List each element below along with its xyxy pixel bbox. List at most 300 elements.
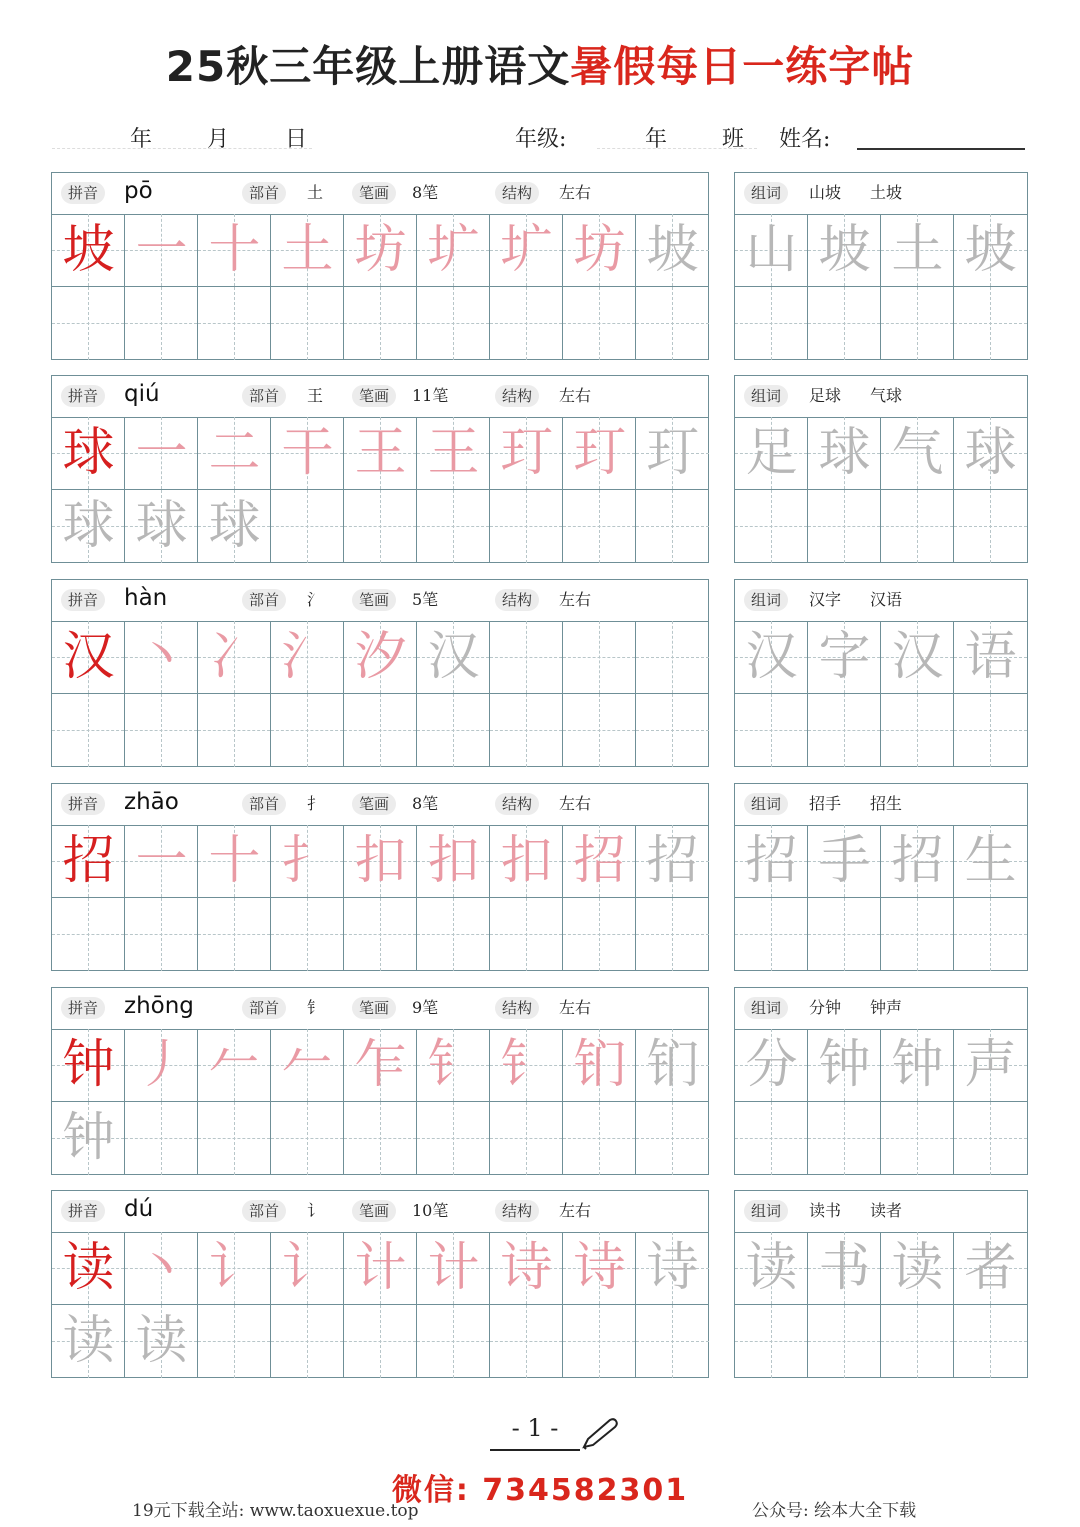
- strokes-value: 10笔: [412, 1201, 449, 1220]
- page-number-underline: [490, 1449, 580, 1451]
- word-trace-char: 手: [818, 831, 871, 891]
- trace-char: 汉: [62, 627, 115, 687]
- writing-cell[interactable]: [490, 214, 563, 287]
- writing-cell[interactable]: [636, 287, 709, 360]
- writing-cell[interactable]: [490, 898, 563, 971]
- char-info-header: [52, 173, 708, 215]
- char-block: [51, 1190, 1028, 1379]
- word-cell[interactable]: [735, 490, 808, 563]
- word-cell[interactable]: [808, 417, 881, 490]
- writing-cell[interactable]: [52, 1102, 125, 1175]
- trace-char: 招: [646, 831, 699, 891]
- char-info-header: [52, 376, 708, 418]
- writing-cell[interactable]: [563, 825, 636, 898]
- trace-char: 扣: [427, 831, 480, 891]
- char-practice-box: [51, 172, 709, 360]
- word-cell[interactable]: [808, 1029, 881, 1102]
- word-1: 分钟: [809, 998, 842, 1017]
- writing-cell[interactable]: [490, 287, 563, 360]
- writing-cell[interactable]: [490, 490, 563, 563]
- structure-value: 左右: [559, 998, 592, 1017]
- trace-char: 读: [135, 1311, 188, 1371]
- writing-cell[interactable]: [636, 898, 709, 971]
- radical-value: 讠: [307, 1201, 324, 1220]
- structure-tag: 结构: [495, 1200, 539, 1222]
- trace-char: 诗: [573, 1238, 626, 1298]
- writing-cell[interactable]: [125, 1029, 198, 1102]
- writing-cell[interactable]: [52, 490, 125, 563]
- trace-char: 招: [62, 831, 115, 891]
- date-line: [52, 122, 1027, 156]
- writing-cell[interactable]: [344, 1029, 417, 1102]
- words-tag: 组词: [744, 1200, 788, 1222]
- strokes-tag: 笔画: [352, 997, 396, 1019]
- word-cell[interactable]: [735, 214, 808, 287]
- word-cell[interactable]: [881, 1102, 954, 1175]
- word-cell[interactable]: [808, 694, 881, 767]
- writing-cell[interactable]: [125, 898, 198, 971]
- writing-cell[interactable]: [198, 490, 271, 563]
- trace-char: 扣: [500, 831, 553, 891]
- char-block: [51, 783, 1028, 972]
- trace-char: 钅: [427, 1035, 480, 1095]
- writing-cell[interactable]: [417, 214, 490, 287]
- trace-char: 𠂉: [281, 1035, 334, 1095]
- char-practice-box: [51, 1190, 709, 1378]
- word-trace-char: 语: [964, 627, 1017, 687]
- writing-cell[interactable]: [198, 214, 271, 287]
- word-cell[interactable]: [735, 1029, 808, 1102]
- word-cell[interactable]: [808, 898, 881, 971]
- word-practice-box: [734, 783, 1028, 971]
- writing-cell[interactable]: [125, 490, 198, 563]
- word-cell[interactable]: [735, 1232, 808, 1305]
- writing-cell[interactable]: [636, 621, 709, 694]
- word-trace-char: 者: [964, 1238, 1017, 1298]
- words-tag: 组词: [744, 589, 788, 611]
- radical-tag: 部首: [242, 385, 286, 407]
- writing-cell[interactable]: [344, 898, 417, 971]
- date-year-label: 年: [130, 127, 153, 152]
- writing-cell[interactable]: [271, 1029, 344, 1102]
- radical-tag: 部首: [242, 1200, 286, 1222]
- trace-char: 球: [62, 423, 115, 483]
- writing-cell[interactable]: [344, 1232, 417, 1305]
- trace-char: 读: [62, 1311, 115, 1371]
- word-cell[interactable]: [808, 621, 881, 694]
- strokes-value: 5笔: [412, 590, 439, 609]
- pinyin-tag: 拼音: [61, 182, 105, 204]
- writing-cell[interactable]: [490, 1305, 563, 1378]
- writing-cell[interactable]: [417, 490, 490, 563]
- trace-char: 诗: [500, 1238, 553, 1298]
- writing-cell[interactable]: [271, 490, 344, 563]
- word-cell[interactable]: [808, 214, 881, 287]
- char-info-header: [52, 1191, 708, 1233]
- writing-cell[interactable]: [417, 621, 490, 694]
- writing-cell[interactable]: [344, 694, 417, 767]
- word-cell[interactable]: [881, 1029, 954, 1102]
- writing-cell[interactable]: [271, 1232, 344, 1305]
- word-trace-char: 招: [891, 831, 944, 891]
- strokes-value: 11笔: [412, 386, 449, 405]
- word-cell[interactable]: [735, 621, 808, 694]
- pinyin-tag: 拼音: [61, 997, 105, 1019]
- char-block: [51, 987, 1028, 1176]
- writing-cell[interactable]: [271, 825, 344, 898]
- name-field[interactable]: [857, 148, 1025, 150]
- trace-char: 坊: [354, 220, 407, 280]
- writing-cell[interactable]: [52, 1232, 125, 1305]
- strokes-tag: 笔画: [352, 385, 396, 407]
- pinyin-tag: 拼音: [61, 385, 105, 407]
- char-block: [51, 172, 1028, 361]
- writing-cell[interactable]: [125, 1305, 198, 1378]
- word-cell[interactable]: [881, 417, 954, 490]
- writing-cell[interactable]: [563, 621, 636, 694]
- writing-cell[interactable]: [417, 1232, 490, 1305]
- trace-char: 一: [135, 831, 188, 891]
- site-link[interactable]: 19元下载全站: www.taoxuexue.top: [132, 1501, 419, 1521]
- trace-char: 钟: [62, 1108, 115, 1168]
- strokes-value: 8笔: [412, 794, 439, 813]
- char-block: [51, 375, 1028, 564]
- word-cell[interactable]: [808, 490, 881, 563]
- word-trace-char: 书: [818, 1238, 871, 1298]
- word-cell[interactable]: [881, 214, 954, 287]
- word-cell[interactable]: [954, 1029, 1027, 1102]
- word-info-header: [735, 988, 1027, 1030]
- class-label: 班: [722, 127, 745, 152]
- word-trace-char: 土: [891, 220, 944, 280]
- trace-char: 丿: [135, 1035, 188, 1095]
- writing-cell[interactable]: [271, 1102, 344, 1175]
- writing-cell[interactable]: [563, 417, 636, 490]
- word-trace-char: 钟: [818, 1035, 871, 1095]
- word-cell[interactable]: [881, 825, 954, 898]
- word-2: 汉语: [870, 590, 903, 609]
- wechat-contact: 微信: 734582301: [391, 1473, 689, 1508]
- writing-cell[interactable]: [198, 1305, 271, 1378]
- writing-cell[interactable]: [52, 1305, 125, 1378]
- trace-char: 钟: [62, 1035, 115, 1095]
- grade-year-label: 年: [645, 127, 668, 152]
- words-tag: 组词: [744, 997, 788, 1019]
- writing-cell[interactable]: [490, 694, 563, 767]
- word-trace-char: 气: [891, 423, 944, 483]
- writing-cell[interactable]: [125, 694, 198, 767]
- word-cell[interactable]: [735, 825, 808, 898]
- word-trace-char: 坡: [964, 220, 1017, 280]
- radical-value: 土: [307, 183, 324, 202]
- word-info-header: [735, 580, 1027, 622]
- writing-cell[interactable]: [198, 898, 271, 971]
- writing-cell[interactable]: [490, 1102, 563, 1175]
- word-cell[interactable]: [881, 490, 954, 563]
- writing-cell[interactable]: [52, 1029, 125, 1102]
- writing-cell[interactable]: [52, 287, 125, 360]
- radical-tag: 部首: [242, 589, 286, 611]
- writing-cell[interactable]: [490, 825, 563, 898]
- writing-cell[interactable]: [636, 825, 709, 898]
- word-cell[interactable]: [735, 1102, 808, 1175]
- trace-char: 乍: [354, 1035, 407, 1095]
- word-cell[interactable]: [808, 1232, 881, 1305]
- structure-value: 左右: [559, 183, 592, 202]
- writing-cell[interactable]: [344, 417, 417, 490]
- trace-char: 十: [208, 831, 261, 891]
- trace-char: 汉: [427, 627, 480, 687]
- word-trace-char: 读: [745, 1238, 798, 1298]
- writing-cell[interactable]: [125, 287, 198, 360]
- char-practice-box: [51, 987, 709, 1175]
- trace-char: 一: [135, 220, 188, 280]
- writing-cell[interactable]: [636, 214, 709, 287]
- writing-cell[interactable]: [52, 898, 125, 971]
- word-trace-char: 球: [818, 423, 871, 483]
- trace-char: 王: [427, 423, 480, 483]
- writing-cell[interactable]: [344, 1102, 417, 1175]
- trace-char: 球: [62, 496, 115, 556]
- page-number: - 1 -: [511, 1414, 559, 1442]
- trace-char: 土: [281, 220, 334, 280]
- word-cell[interactable]: [954, 287, 1027, 360]
- trace-char: 十: [208, 220, 261, 280]
- trace-char: 坡: [62, 220, 115, 280]
- writing-cell[interactable]: [125, 214, 198, 287]
- writing-cell[interactable]: [490, 1029, 563, 1102]
- trace-char: 讠: [208, 1238, 261, 1298]
- writing-cell[interactable]: [490, 621, 563, 694]
- structure-value: 左右: [559, 590, 592, 609]
- strokes-tag: 笔画: [352, 793, 396, 815]
- char-practice-box: [51, 375, 709, 563]
- word-cell[interactable]: [735, 417, 808, 490]
- writing-cell[interactable]: [198, 825, 271, 898]
- writing-cell[interactable]: [344, 621, 417, 694]
- writing-cell[interactable]: [417, 898, 490, 971]
- writing-cell[interactable]: [563, 1102, 636, 1175]
- word-1: 招手: [809, 794, 842, 813]
- pinyin-value: dú: [124, 1196, 154, 1222]
- writing-cell[interactable]: [563, 1305, 636, 1378]
- writing-cell[interactable]: [198, 287, 271, 360]
- trace-char: 王: [354, 423, 407, 483]
- word-cell[interactable]: [881, 1232, 954, 1305]
- word-cell[interactable]: [954, 1305, 1027, 1378]
- trace-char: 钔: [573, 1035, 626, 1095]
- writing-cell[interactable]: [271, 898, 344, 971]
- radical-value: 王: [307, 386, 324, 405]
- word-trace-char: 山: [745, 220, 798, 280]
- trace-char: 玎: [646, 423, 699, 483]
- writing-cell[interactable]: [344, 490, 417, 563]
- writing-cell[interactable]: [344, 825, 417, 898]
- pinyin-value: hàn: [124, 585, 168, 611]
- radical-value: 钅: [307, 998, 324, 1017]
- writing-cell[interactable]: [417, 1029, 490, 1102]
- word-cell[interactable]: [735, 694, 808, 767]
- page-title: [0, 34, 1080, 94]
- writing-cell[interactable]: [271, 621, 344, 694]
- writing-cell[interactable]: [417, 825, 490, 898]
- words-tag: 组词: [744, 182, 788, 204]
- word-1: 汉字: [809, 590, 842, 609]
- writing-cell[interactable]: [563, 214, 636, 287]
- writing-cell[interactable]: [636, 694, 709, 767]
- writing-cell[interactable]: [563, 1029, 636, 1102]
- word-cell[interactable]: [808, 287, 881, 360]
- writing-cell[interactable]: [344, 1305, 417, 1378]
- word-1: 山坡: [809, 183, 842, 202]
- word-trace-char: 生: [964, 831, 1017, 891]
- writing-cell[interactable]: [417, 694, 490, 767]
- writing-cell[interactable]: [417, 1305, 490, 1378]
- trace-char: 坡: [646, 220, 699, 280]
- trace-char: 球: [135, 496, 188, 556]
- writing-cell[interactable]: [417, 1102, 490, 1175]
- writing-cell[interactable]: [563, 1232, 636, 1305]
- trace-char: 氵: [281, 627, 334, 687]
- writing-cell[interactable]: [636, 490, 709, 563]
- trace-char: 玎: [500, 423, 553, 483]
- writing-cell[interactable]: [636, 1305, 709, 1378]
- word-2: 钟声: [870, 998, 903, 1017]
- radical-value: 氵: [307, 590, 324, 609]
- writing-cell[interactable]: [198, 1232, 271, 1305]
- word-cell[interactable]: [808, 825, 881, 898]
- writing-cell[interactable]: [563, 898, 636, 971]
- writing-cell[interactable]: [125, 1102, 198, 1175]
- word-2: 气球: [870, 386, 903, 405]
- word-cell[interactable]: [881, 1305, 954, 1378]
- writing-cell[interactable]: [271, 287, 344, 360]
- writing-cell[interactable]: [563, 490, 636, 563]
- word-cell[interactable]: [881, 621, 954, 694]
- word-trace-char: 分: [745, 1035, 798, 1095]
- pinyin-value: zhōng: [124, 993, 194, 1019]
- writing-cell[interactable]: [344, 287, 417, 360]
- char-block: [51, 579, 1028, 768]
- word-2: 土坡: [870, 183, 903, 202]
- word-practice-box: [734, 172, 1028, 360]
- public-account: 公众号: 绘本大全下载: [752, 1501, 917, 1521]
- char-info-header: [52, 988, 708, 1030]
- date-day-label: 日: [285, 127, 308, 152]
- writing-cell[interactable]: [198, 1029, 271, 1102]
- word-cell[interactable]: [735, 898, 808, 971]
- trace-char: 钅: [500, 1035, 553, 1095]
- writing-cell[interactable]: [52, 825, 125, 898]
- writing-cell[interactable]: [563, 287, 636, 360]
- writing-cell[interactable]: [417, 417, 490, 490]
- word-cell[interactable]: [954, 694, 1027, 767]
- word-practice-box: [734, 579, 1028, 767]
- word-info-header: [735, 784, 1027, 826]
- word-cell[interactable]: [881, 287, 954, 360]
- word-cell[interactable]: [735, 287, 808, 360]
- writing-cell[interactable]: [125, 1232, 198, 1305]
- trace-char: 玎: [573, 423, 626, 483]
- word-cell[interactable]: [881, 694, 954, 767]
- words-tag: 组词: [744, 793, 788, 815]
- trace-char: 讠: [281, 1238, 334, 1298]
- grade-label: 年级:: [515, 127, 567, 152]
- word-cell[interactable]: [954, 825, 1027, 898]
- writing-cell[interactable]: [198, 621, 271, 694]
- pinyin-value: qiú: [124, 381, 160, 407]
- word-cell[interactable]: [808, 1305, 881, 1378]
- writing-cell[interactable]: [52, 214, 125, 287]
- word-cell[interactable]: [954, 1232, 1027, 1305]
- word-cell[interactable]: [808, 1102, 881, 1175]
- word-trace-char: 汉: [745, 627, 798, 687]
- writing-cell[interactable]: [563, 694, 636, 767]
- writing-cell[interactable]: [636, 1102, 709, 1175]
- structure-tag: 结构: [495, 182, 539, 204]
- writing-cell[interactable]: [636, 1232, 709, 1305]
- trace-char: 丶: [135, 1238, 188, 1298]
- title-main: 25秋三年级上册语文: [165, 42, 571, 91]
- structure-tag: 结构: [495, 589, 539, 611]
- word-cell[interactable]: [954, 214, 1027, 287]
- structure-value: 左右: [559, 386, 592, 405]
- structure-tag: 结构: [495, 793, 539, 815]
- writing-cell[interactable]: [52, 417, 125, 490]
- word-info-header: [735, 173, 1027, 215]
- writing-cell[interactable]: [198, 417, 271, 490]
- trace-char: 计: [427, 1238, 480, 1298]
- writing-cell[interactable]: [125, 417, 198, 490]
- writing-cell[interactable]: [125, 825, 198, 898]
- words-tag: 组词: [744, 385, 788, 407]
- word-cell[interactable]: [954, 490, 1027, 563]
- writing-cell[interactable]: [271, 694, 344, 767]
- writing-cell[interactable]: [417, 287, 490, 360]
- word-cell[interactable]: [735, 1305, 808, 1378]
- trace-char: 干: [281, 423, 334, 483]
- word-cell[interactable]: [954, 1102, 1027, 1175]
- strokes-value: 9笔: [412, 998, 439, 1017]
- writing-cell[interactable]: [636, 417, 709, 490]
- writing-cell[interactable]: [271, 417, 344, 490]
- radical-tag: 部首: [242, 997, 286, 1019]
- writing-cell[interactable]: [198, 694, 271, 767]
- word-cell[interactable]: [954, 621, 1027, 694]
- writing-cell[interactable]: [271, 1305, 344, 1378]
- writing-cell[interactable]: [52, 694, 125, 767]
- trace-char: 计: [354, 1238, 407, 1298]
- trace-char: 冫: [208, 627, 261, 687]
- writing-cell[interactable]: [198, 1102, 271, 1175]
- writing-cell[interactable]: [125, 621, 198, 694]
- writing-cell[interactable]: [490, 1232, 563, 1305]
- word-practice-box: [734, 375, 1028, 563]
- writing-cell[interactable]: [271, 214, 344, 287]
- char-info-header: [52, 580, 708, 622]
- trace-char: 汐: [354, 627, 407, 687]
- word-trace-char: 声: [964, 1035, 1017, 1095]
- word-cell[interactable]: [954, 898, 1027, 971]
- writing-cell[interactable]: [636, 1029, 709, 1102]
- date-month-label: 月: [207, 127, 230, 152]
- word-cell[interactable]: [881, 898, 954, 971]
- strokes-tag: 笔画: [352, 182, 396, 204]
- word-cell[interactable]: [954, 417, 1027, 490]
- writing-cell[interactable]: [490, 417, 563, 490]
- writing-cell[interactable]: [52, 621, 125, 694]
- writing-cell[interactable]: [344, 214, 417, 287]
